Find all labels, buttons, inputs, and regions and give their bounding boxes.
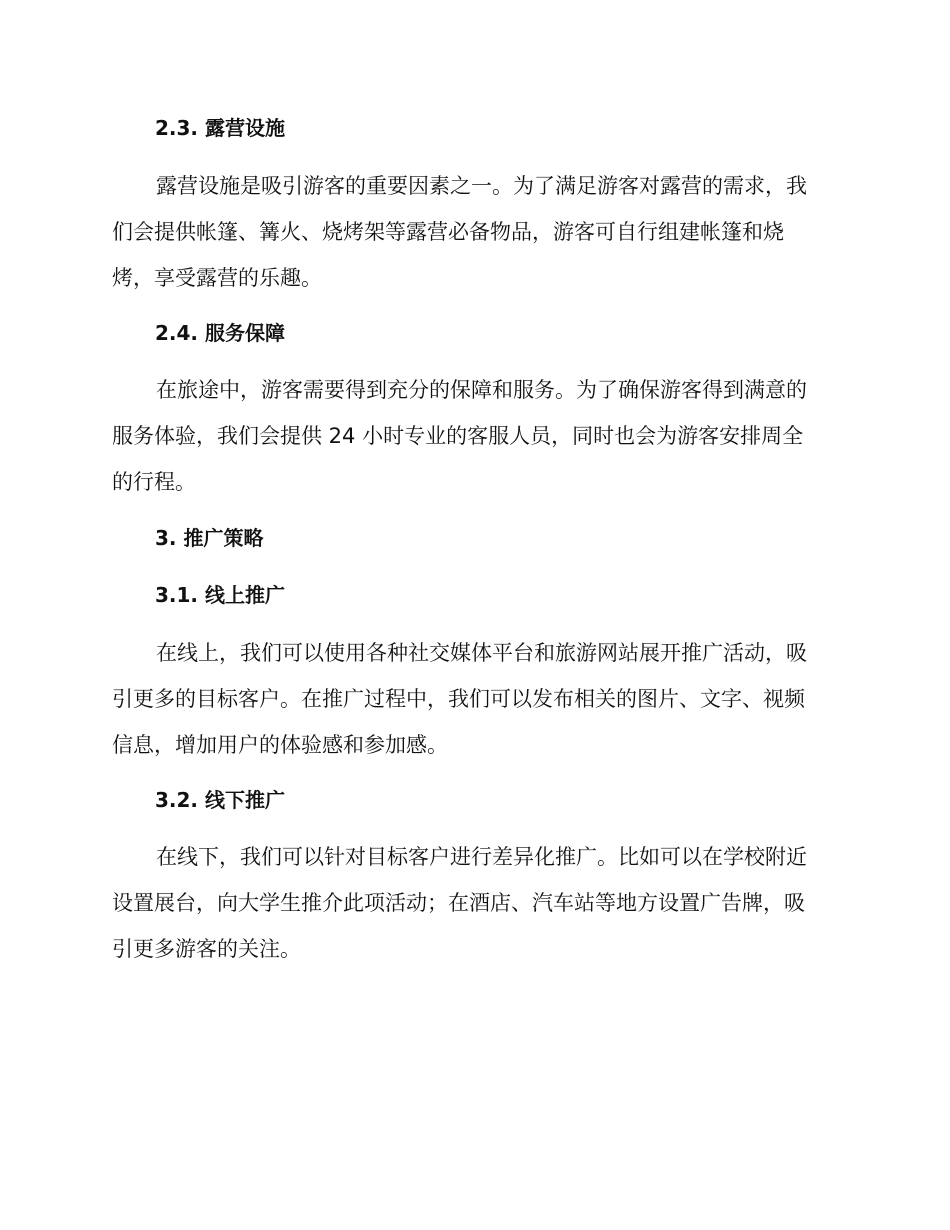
paragraph-line: 烤，享受露营的乐趣。 bbox=[112, 266, 322, 290]
paragraph-line: 的行程。 bbox=[112, 470, 196, 494]
paragraph-line: 引更多游客的关注。 bbox=[112, 937, 301, 961]
paragraph-camping-facilities bbox=[112, 163, 842, 301]
paragraph-line: 在线上，我们可以使用各种社交媒体平台和旅游网站展开推广活动，吸 bbox=[156, 641, 807, 665]
paragraph-service-guarantee bbox=[112, 367, 842, 505]
paragraph-line: 引更多的目标客户。在推广过程中，我们可以发布相关的图片、文字、视频 bbox=[112, 687, 805, 711]
section-heading-promotion-strategy: 3. 推广策略 bbox=[155, 526, 264, 550]
section-heading-camping-facilities: 2.3. 露营设施 bbox=[155, 116, 285, 140]
section-heading-service-guarantee: 2.4. 服务保障 bbox=[155, 321, 285, 345]
paragraph-line: 信息，增加用户的体验感和参加感。 bbox=[112, 733, 448, 757]
section-heading-online-promotion: 3.1. 线上推广 bbox=[155, 583, 285, 607]
paragraph-line: 露营设施是吸引游客的重要因素之一。为了满足游客对露营的需求，我 bbox=[156, 174, 807, 198]
paragraph-offline-promotion bbox=[112, 834, 842, 972]
paragraph-line: 在线下，我们可以针对目标客户进行差异化推广。比如可以在学校附近 bbox=[156, 845, 807, 869]
paragraph-line: 们会提供帐篷、篝火、烧烤架等露营必备物品，游客可自行组建帐篷和烧 bbox=[112, 220, 784, 244]
paragraph-online-promotion bbox=[112, 630, 842, 768]
section-heading-offline-promotion: 3.2. 线下推广 bbox=[155, 788, 285, 812]
paragraph-line: 服务体验，我们会提供 24 小时专业的客服人员，同时也会为游客安排周全 bbox=[112, 424, 804, 448]
paragraph-line: 设置展台，向大学生推介此项活动；在酒店、汽车站等地方设置广告牌，吸 bbox=[112, 891, 805, 915]
paragraph-line: 在旅途中，游客需要得到充分的保障和服务。为了确保游客得到满意的 bbox=[156, 378, 807, 402]
